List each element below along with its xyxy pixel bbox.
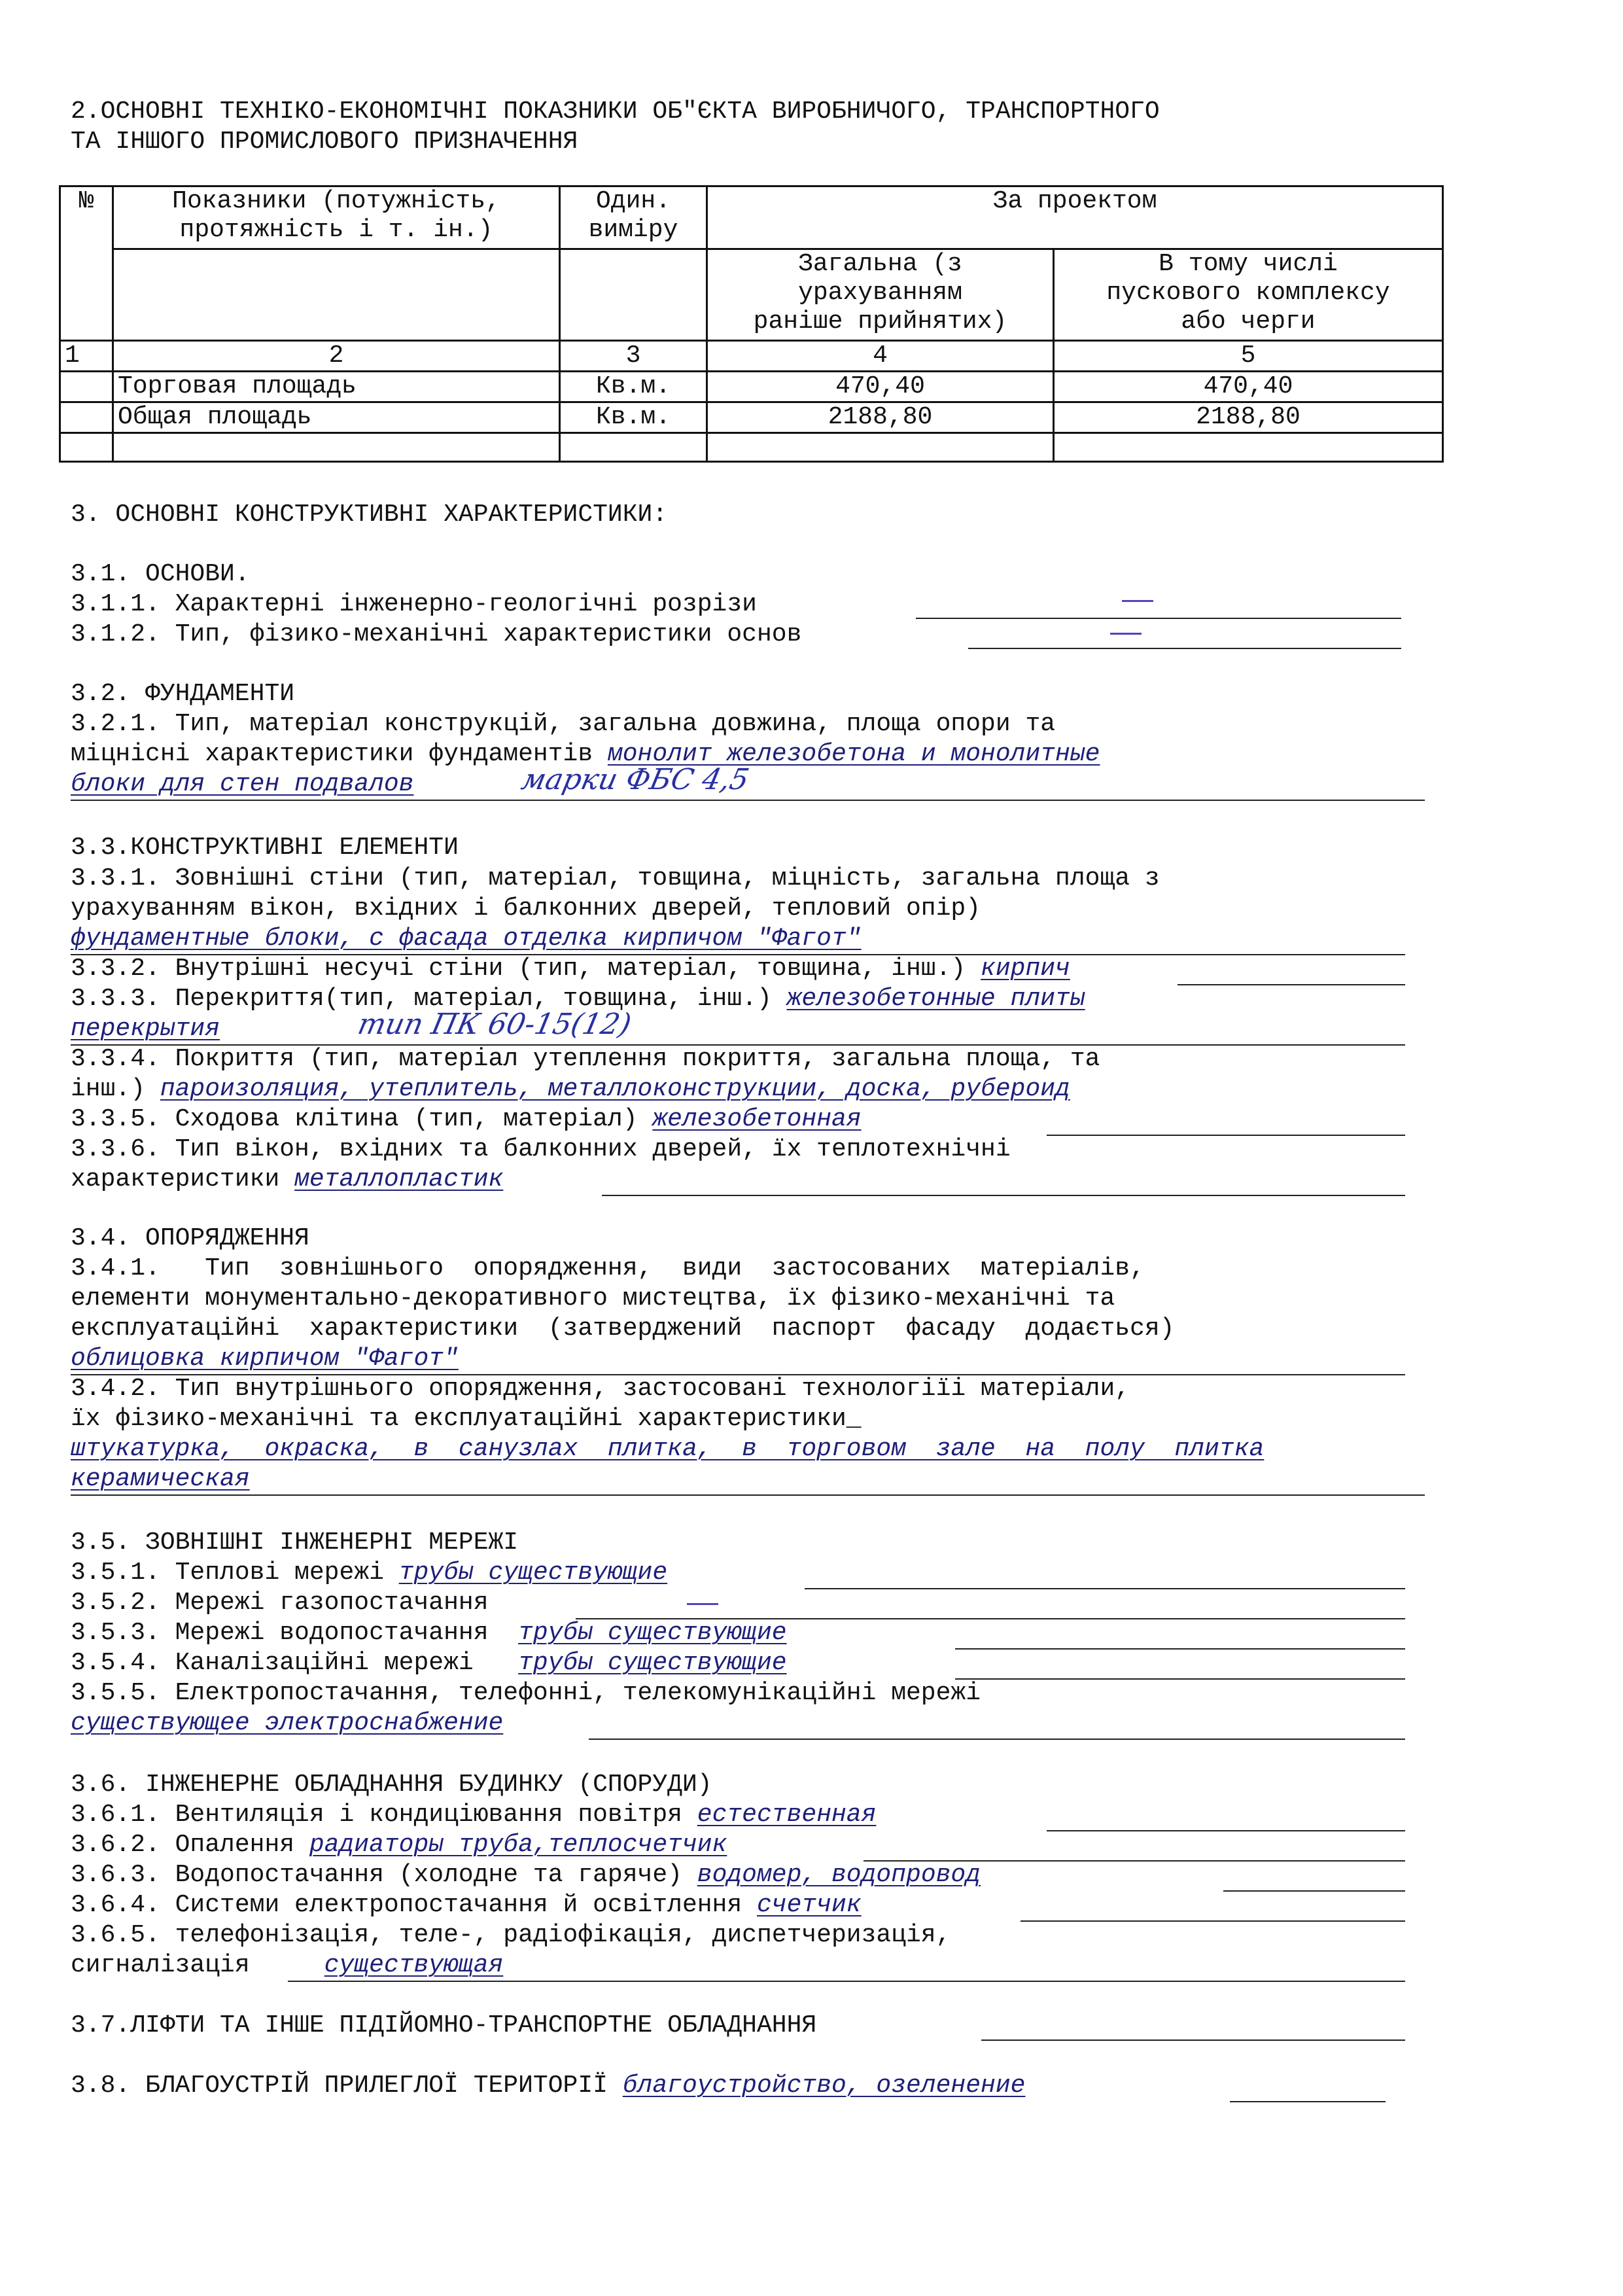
header-indicators-empty [113,249,560,341]
section33-title: 3.3.КОНСТРУКТИВНІ ЕЛЕМЕНТИ [71,834,459,862]
fill-line [1230,2101,1386,2102]
value-floors-cont: перекрытия [71,1015,220,1043]
item-352: 3.5.2. Мережі газопостачання [71,1589,489,1617]
column-numbers-row [60,341,1443,372]
value-windows: металлопластик [294,1165,504,1193]
section32-title: 3.2. ФУНДАМЕНТИ [71,680,295,708]
fill-line [1021,1920,1405,1922]
table-row [60,402,1443,433]
value-roof: пароизоляция, утеплитель, металлоконструкции, доска, рубероид [160,1075,1070,1103]
value-foundation-cont: блоки для стен подвалов [71,770,414,798]
section3-title: 3. ОСНОВНІ КОНСТРУКТИВНІ ХАРАКТЕРИСТИКИ: [71,501,668,529]
handwritten-floor-type: тип ПК 60-15(12) [355,1008,635,1041]
value-water-supply: водомер, водопровод [697,1861,981,1889]
value-electric-systems: счетчик [756,1891,862,1919]
header-by-project: За проектом [707,186,1443,249]
value-ventilation: естественная [697,1801,877,1829]
section2-title-line2: ТА ІНШОГО ПРОМИСЛОВОГО ПРИЗНАЧЕННЯ [71,128,578,156]
header-unit-empty [560,249,707,341]
section2-title-line1: 2.ОСНОВНІ ТЕХНІКО-ЕКОНОМІЧНІ ПОКАЗНИКИ ОБ"ЄКТА ВИРОБНИЧОГО, ТРАНСПОРТНОГО [71,97,1160,126]
indicator-total: 470,40 [707,372,1054,402]
item-361: 3.6.1. Вентиляція і кондиціювання повітря естественная [71,1801,877,1829]
fill-line [589,1739,1405,1740]
handwritten-foundation-mark: марки ФБС 4,5 [518,763,752,796]
indicator-total: 2188,80 [707,402,1054,433]
value-floors: железобетонные плиты [786,985,1085,1013]
value-external-finish: облицовка кирпичом "Фагот" [71,1345,459,1373]
item-355-value [71,1708,503,1739]
item-341-line1: 3.4.1. Тип зовнішнього опорядження, види застосованих матеріалів, [71,1254,1145,1282]
item-333: 3.3.3. Перекриття(тип, матеріал, товщина, інш.) железобетонные плиты [71,985,1085,1013]
value-heat-networks: трубы существующие [398,1559,668,1587]
indicator-including: 2188,80 [1054,402,1443,433]
value-external-walls: фундаментные блоки, с фасада отделка кирпичом "Фагот" [71,925,862,953]
section36-title: 3.6. ІНЖЕНЕРНЕ ОБЛАДНАННЯ БУДИНКУ (СПОРУДИ) [71,1771,712,1799]
value-internal-finish: штукатурка, окраска, в санузлах плитка, в торговом зале на полу плитка [71,1435,1265,1463]
item-342-value2 [71,1464,250,1494]
fill-line [981,2040,1405,2041]
indicator-including: 470,40 [1054,372,1443,402]
section37-title: 3.7.ЛІФТИ ТА ІНШЕ ПІДІЙОМНО-ТРАНСПОРТНЕ ОБЛАДНАННЯ [71,2011,817,2040]
item-341-line3: експлуатаційні характеристики (затверджений паспорт фасаду додається) [71,1315,1175,1343]
section38-title: 3.8. БЛАГОУСТРІЙ ПРИЛЕГЛОЇ ТЕРИТОРІЇ благоустройство, озеленение [71,2072,1026,2100]
fill-line [288,1981,1405,1982]
value-staircase: железобетонная [652,1105,862,1133]
item-331-line1: 3.3.1. Зовнішні стіни (тип, матеріал, товщина, міцність, загальна площа з [71,864,1160,892]
dash-mark [1110,633,1142,635]
item-321-line2: міцнісні характеристики фундаментів монолит железобетона и монолитные [71,740,1100,768]
item-334-line2: інш.) пароизоляция, утеплитель, металлоконструкции, доска, рубероид [71,1075,1070,1103]
value-water-networks: трубы существующие [518,1619,787,1647]
table-row-empty [60,433,1443,462]
value-heating: радиаторы труба,теплосчетчик [309,1831,727,1859]
indicator-unit: Кв.м. [560,402,707,433]
value-sewer-networks: трубы существующие [518,1649,787,1677]
value-foundation: монолит железобетона и монолитные [607,740,1100,768]
indicator-unit: Кв.м. [560,372,707,402]
item-332: 3.3.2. Внутрішні несучі стіни (тип, матеріал, товщина, інш.) кирпич [71,955,1070,983]
dash-mark [687,1603,718,1605]
table-row [60,372,1443,402]
fill-line [1178,984,1405,985]
header-indicators: Показники (потужність, протяжність і т. ін.) [113,186,560,249]
item-365-line1: 3.6.5. телефонізація, теле-, радіофікація, диспетчеризація, [71,1921,951,1949]
item-355: 3.5.5. Електропостачання, телефонні, телекомунікаційні мережі [71,1679,981,1707]
indicator-name: Общая площадь [113,402,560,433]
item-342-value1 [71,1434,1264,1464]
fill-line [1047,1830,1405,1831]
value-landscaping: благоустройство, озеленение [622,2072,1026,2100]
item-321-line1: 3.2.1. Тип, матеріал конструкцій, загальна довжина, площа опори та [71,710,1056,738]
fill-line [71,800,1425,801]
column-number: 1 [60,341,113,372]
value-electric-networks: существующее электроснабжение [71,1709,504,1737]
fill-line [955,1678,1405,1680]
value-telecom: существующая [324,1951,504,1979]
header-unit: Один. виміру [560,186,707,249]
item-321-line3 [71,769,414,800]
item-365-line2: сигналізація существующая [71,1951,504,1979]
fill-line [1223,1890,1405,1892]
fill-line [955,1648,1405,1650]
value-internal-finish-cont: керамическая [71,1465,250,1493]
value-internal-walls: кирпич [981,955,1070,983]
item-333-cont [71,1014,220,1044]
indicators-table [59,185,1444,463]
item-331-line2: урахуванням вікон, вхідних і балконних дверей, тепловий опір) [71,894,981,923]
item-363: 3.6.3. Водопостачання (холодне та гаряче) водомер, водопровод [71,1861,981,1889]
item-364: 3.6.4. Системи електропостачання й освітлення счетчик [71,1891,862,1919]
item-341-line2: елементи монументально-декоративного мистецтва, їх фізико-механічні та [71,1284,1115,1313]
section35-title: 3.5. ЗОВНІШНІ ІНЖЕНЕРНІ МЕРЕЖІ [71,1528,519,1557]
fill-line [602,1195,1405,1196]
item-311: 3.1.1. Характерні інженерно-геологічні розрізи [71,590,757,618]
section34-title: 3.4. ОПОРЯДЖЕННЯ [71,1224,309,1252]
item-353: 3.5.3. Мережі водопостачання трубы существующие [71,1619,787,1647]
fill-line [805,1588,1405,1589]
item-342-line1: 3.4.2. Тип внутрішнього опорядження, застосовані технологіїі матеріали, [71,1375,1130,1403]
item-342-line2: їх фізико-механічні та експлуатаційні характеристики_ [71,1405,862,1433]
item-331-value [71,924,862,954]
item-336-line2: характеристики металлопластик [71,1165,504,1193]
header-including: В тому числі пускового комплексу або черги [1054,249,1443,341]
item-335: 3.3.5. Сходова клітина (тип, матеріал) железобетонная [71,1105,862,1133]
fill-line [1047,1135,1405,1136]
section31-title: 3.1. ОСНОВИ. [71,560,250,588]
column-number: 4 [707,341,1054,372]
item-354: 3.5.4. Каналізаційні мережі трубы существующие [71,1649,787,1677]
item-362: 3.6.2. Опалення радиаторы труба,теплосчетчик [71,1831,727,1859]
column-number: 5 [1054,341,1443,372]
item-334-line1: 3.3.4. Покриття (тип, матеріал утеплення покриття, загальна площа, та [71,1045,1100,1073]
item-341-value [71,1344,459,1374]
fill-line [916,618,1401,619]
column-number: 2 [113,341,560,372]
item-312: 3.1.2. Тип, фізико-механічні характеристики основ [71,620,802,648]
fill-line [968,648,1401,649]
indicator-name: Торговая площадь [113,372,560,402]
fill-line [71,1494,1425,1496]
header-total: Загальна (з урахуванням раніше прийнятих) [707,249,1054,341]
item-351: 3.5.1. Теплові мережі трубы существующие [71,1559,668,1587]
item-336-line1: 3.3.6. Тип вікон, вхідних та балконних дверей, їх теплотехнічні [71,1135,1011,1163]
dash-mark [1122,600,1153,602]
header-number: № [60,186,113,341]
column-number: 3 [560,341,707,372]
